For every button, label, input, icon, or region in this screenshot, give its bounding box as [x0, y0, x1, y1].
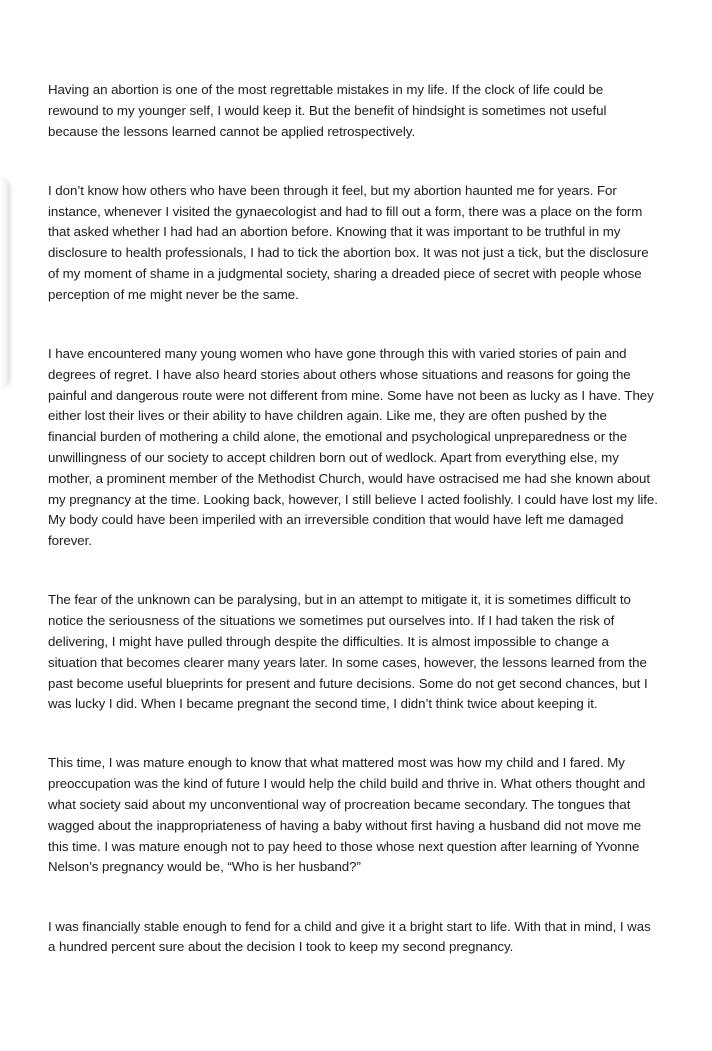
text-line: financial burden of mothering a child alone, the emotional and psychological unpreparedness or the	[48, 429, 628, 445]
text-line: notice the seriousness of the situations we sometimes put ourselves into. If I had taken the risk of	[48, 613, 615, 629]
paragraph-abortion-regret	[48, 80, 712, 142]
text-line: because the lessons learned cannot be applied retrospectively.	[48, 123, 415, 139]
text-line: preoccupation was the kind of future I would help the child build and thrive in. What others thought and	[48, 776, 646, 792]
text-line: my pregnancy at the time. Looking back, however, I still believe I acted foolishly. I could have lost my life.	[48, 491, 658, 507]
text-line: was lucky I did. When I became pregnant the second time, I didn’t think twice about keeping it.	[48, 696, 598, 712]
text-line: I have encountered many young women who have gone through this with varied stories of pain and	[48, 345, 627, 361]
text-line: situation that becomes clearer many years later. In some cases, however, the lessons learned from the	[48, 654, 647, 670]
text-line: rewound to my younger self, I would keep it. But the benefit of hindsight is sometimes not useful	[48, 102, 607, 118]
text-line: disclosure to health professionals, I had to tick the abortion box. It was not just a tick, but the disclosure	[48, 245, 649, 261]
text-line: My body could have been imperiled with an irreversible condition that would have left me damaged	[48, 512, 624, 528]
text-line: Having an abortion is one of the most regrettable mistakes in my life. If the clock of life could be	[48, 82, 604, 97]
text-line: unwillingness of our society to accept children born out of wedlock. Apart from everything else, my	[48, 449, 619, 465]
text-line: forever.	[48, 533, 92, 549]
text-line: This time, I was mature enough to know that what mattered most was how my child and I fared. My	[48, 755, 625, 771]
text-line: that asked whether I had had an abortion before. Knowing that it was important to be truthful in my	[48, 224, 621, 240]
text-line: a hundred percent sure about the decision I took to keep my second pregnancy.	[48, 939, 514, 955]
text-line: perception of me might never be the same.	[48, 286, 299, 302]
paragraph-young-women	[48, 344, 712, 552]
text-line: degrees of regret. I have also heard stories about others whose situations and reasons for going the	[48, 366, 631, 382]
text-line: what society said about my unconventional way of procreation became secondary. The tongues that	[48, 797, 631, 813]
text-line: mother, a prominent member of the Methodist Church, would have ostracised me had she known about	[48, 470, 651, 486]
text-line: past become useful blueprints for present and future decisions. Some do not get second chances, but I	[48, 675, 648, 691]
paragraph-fear-of-unknown	[48, 590, 712, 715]
paragraph-haunted	[48, 181, 712, 306]
text-line: I was financially stable enough to fend for a child and give it a bright start to life. With that in mind, I was	[48, 918, 651, 934]
page-edge-shadow	[0, 178, 10, 388]
text-line: Nelson’s pregnancy would be, “Who is her husband?”	[48, 859, 361, 875]
text-line: painful and dangerous route were not different from mine. Some have not been as lucky as I have. They	[48, 387, 654, 403]
text-line: of my moment of shame in a judgmental society, sharing a dreaded piece of secret with people whose	[48, 265, 642, 281]
text-line: I don’t know how others who have been through it feel, but my abortion haunted me for years. For	[48, 182, 617, 198]
text-line: either lost their lives or their ability to have children again. Like me, they are often pushed by the	[48, 408, 607, 424]
text-line: wagged about the inappropriateness of having a baby without first having a husband did not move me	[48, 817, 642, 833]
text-line: The fear of the unknown can be paralysing, but in an attempt to mitigate it, it is sometimes difficult to	[48, 592, 631, 608]
text-line: this time. I was mature enough not to pay heed to those whose next question after learning of Yvonne	[48, 838, 640, 854]
paragraph-financially-stable	[48, 917, 712, 959]
document-page	[48, 80, 712, 958]
text-line: delivering, I might have pulled through despite the difficulties. It is almost impossible to change a	[48, 633, 609, 649]
paragraph-mature-enough	[48, 753, 712, 878]
text-line: instance, whenever I visited the gynaecologist and had to fill out a form, there was a place on the form	[48, 203, 643, 219]
